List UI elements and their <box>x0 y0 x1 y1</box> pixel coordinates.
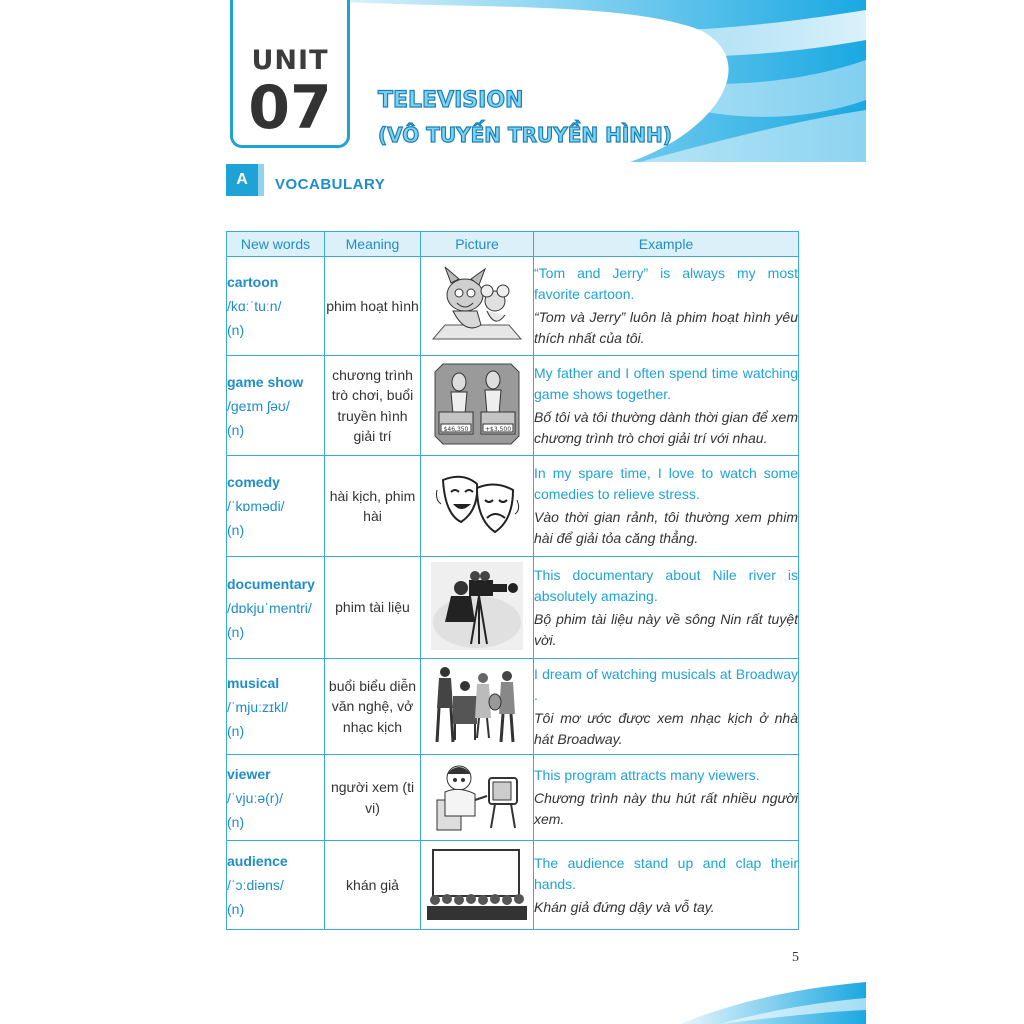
game-show-contestants-picture <box>433 362 521 446</box>
picture-cell <box>421 557 534 659</box>
meaning-cell: khán giả <box>325 841 421 930</box>
word-cell <box>227 356 325 456</box>
word-pos: (n) <box>227 623 245 640</box>
word-cell <box>227 257 325 356</box>
word-term: viewer <box>227 765 271 782</box>
picture-cell <box>421 356 534 456</box>
meaning-cell: người xem (ti vi) <box>325 755 421 841</box>
picture-cell <box>421 841 534 930</box>
unit-box <box>230 0 350 148</box>
table-row <box>227 755 799 841</box>
cartoon-cat-mouse-picture <box>431 265 523 345</box>
footer-wave-decoration <box>160 980 866 1024</box>
vocabulary-table <box>226 231 799 930</box>
word-ipa: /ˈɔːdiəns/ <box>227 877 284 893</box>
word-pos: (n) <box>227 722 245 739</box>
picture-cell <box>421 659 534 755</box>
word-ipa: /ˈkɒmədi/ <box>227 498 285 514</box>
word-cell <box>227 659 325 755</box>
picture-cell <box>421 755 534 841</box>
picture-cell <box>421 456 534 557</box>
header-picture: Picture <box>421 232 534 257</box>
word-pos: (n) <box>227 421 245 438</box>
word-pos: (n) <box>227 322 245 338</box>
word-pos: (n) <box>227 813 245 830</box>
table-row <box>227 257 799 356</box>
page-number: 5 <box>792 950 799 965</box>
meaning-cell: buổi biểu diễn văn nghệ, vở nhạc kịch <box>325 659 421 755</box>
example-cell <box>534 841 799 930</box>
unit-number: 07 <box>248 73 332 143</box>
table-row <box>227 456 799 557</box>
word-ipa: /ɡeɪm ʃəʊ/ <box>227 397 290 414</box>
example-english: I dream of watching musicals at Broadway . <box>534 665 798 703</box>
meaning-cell: chương trình trò chơi, buổi truyền hình giải trí <box>325 356 421 456</box>
example-english: The audience stand up and clap their hands. <box>534 854 798 892</box>
table-row <box>227 841 799 930</box>
example-cell <box>534 356 799 456</box>
table-header-row <box>227 232 799 257</box>
unit-label: UNIT <box>251 45 329 76</box>
example-cell <box>534 557 799 659</box>
cameraman-picture <box>431 562 523 650</box>
example-vietnamese: Bộ phim tài liệu này về sông Nin rất tuyệt vời. <box>534 610 798 648</box>
picture-cell <box>421 257 534 356</box>
word-term: documentary <box>227 575 315 592</box>
word-cell <box>227 557 325 659</box>
audience-screen-picture <box>427 848 527 920</box>
unit-title: TELEVISION <box>378 88 524 113</box>
word-ipa: /ˈvjuːə(r)/ <box>227 789 283 806</box>
word-ipa: /kɑːˈtuːn/ <box>227 298 282 314</box>
example-english: My father and I often spend time watching game shows together. <box>534 364 798 402</box>
word-pos: (n) <box>227 522 245 538</box>
example-cell <box>534 257 799 356</box>
word-term: musical <box>227 674 280 691</box>
podium-right-score: +$3,500 <box>484 426 512 433</box>
example-vietnamese: Vào thời gian rảnh, tôi thường xem phim hài để giải tỏa căng thẳng. <box>534 509 798 546</box>
example-vietnamese: “Tom và Jerry” luôn là phim hoạt hình yêu thích nhất của tôi. <box>534 309 798 346</box>
word-cell <box>227 456 325 557</box>
table-row <box>227 659 799 755</box>
word-ipa: /dɒkjuˈmentri/ <box>227 599 312 616</box>
word-term: game show <box>227 373 304 390</box>
word-pos: (n) <box>227 901 245 917</box>
example-cell <box>534 755 799 841</box>
tv-viewer-picture <box>431 760 523 832</box>
meaning-cell: phim hoạt hình <box>325 257 421 356</box>
example-english: This program attracts many viewers. <box>534 767 760 783</box>
section-badge: A <box>226 164 258 196</box>
word-cell <box>227 841 325 930</box>
book-page <box>160 0 866 1024</box>
word-ipa: /ˈmjuːzɪkl/ <box>227 698 288 715</box>
example-vietnamese: Bố tôi và tôi thường dành thời gian để xem chương trình trò chơi giải trí với nhau. <box>534 408 798 446</box>
unit-subtitle: (VÔ TUYẾN TRUYỀN HÌNH) <box>378 123 672 147</box>
word-term: cartoon <box>227 274 279 290</box>
podium-left-score: $46,350 <box>443 426 469 433</box>
example-cell <box>534 659 799 755</box>
example-vietnamese: Chương trình này thu hút rất nhiều người xem. <box>534 790 798 827</box>
header-new-words: New words <box>227 232 325 257</box>
word-term: audience <box>227 853 288 869</box>
table-row <box>227 356 799 456</box>
example-vietnamese: Khán giả đứng dậy và vỗ tay. <box>534 898 715 915</box>
meaning-cell: phim tài liệu <box>325 557 421 659</box>
example-english: This documentary about Nile river is absolutely amazing. <box>534 566 798 604</box>
header-example: Example <box>534 232 799 257</box>
meaning-cell: hài kịch, phim hài <box>325 456 421 557</box>
comedy-tragedy-masks-picture <box>433 470 521 540</box>
word-term: comedy <box>227 474 280 490</box>
section-title: VOCABULARY <box>275 176 386 193</box>
example-english: In my spare time, I love to watch some comedies to relieve stress. <box>534 465 798 502</box>
table-row <box>227 557 799 659</box>
musicians-picture <box>431 662 523 748</box>
example-cell <box>534 456 799 557</box>
example-vietnamese: Tôi mơ ước được xem nhạc kịch ở nhà hát Broadway. <box>534 709 798 747</box>
header-meaning: Meaning <box>325 232 421 257</box>
word-cell <box>227 755 325 841</box>
example-english: “Tom and Jerry” is always my most favorite cartoon. <box>534 265 798 302</box>
